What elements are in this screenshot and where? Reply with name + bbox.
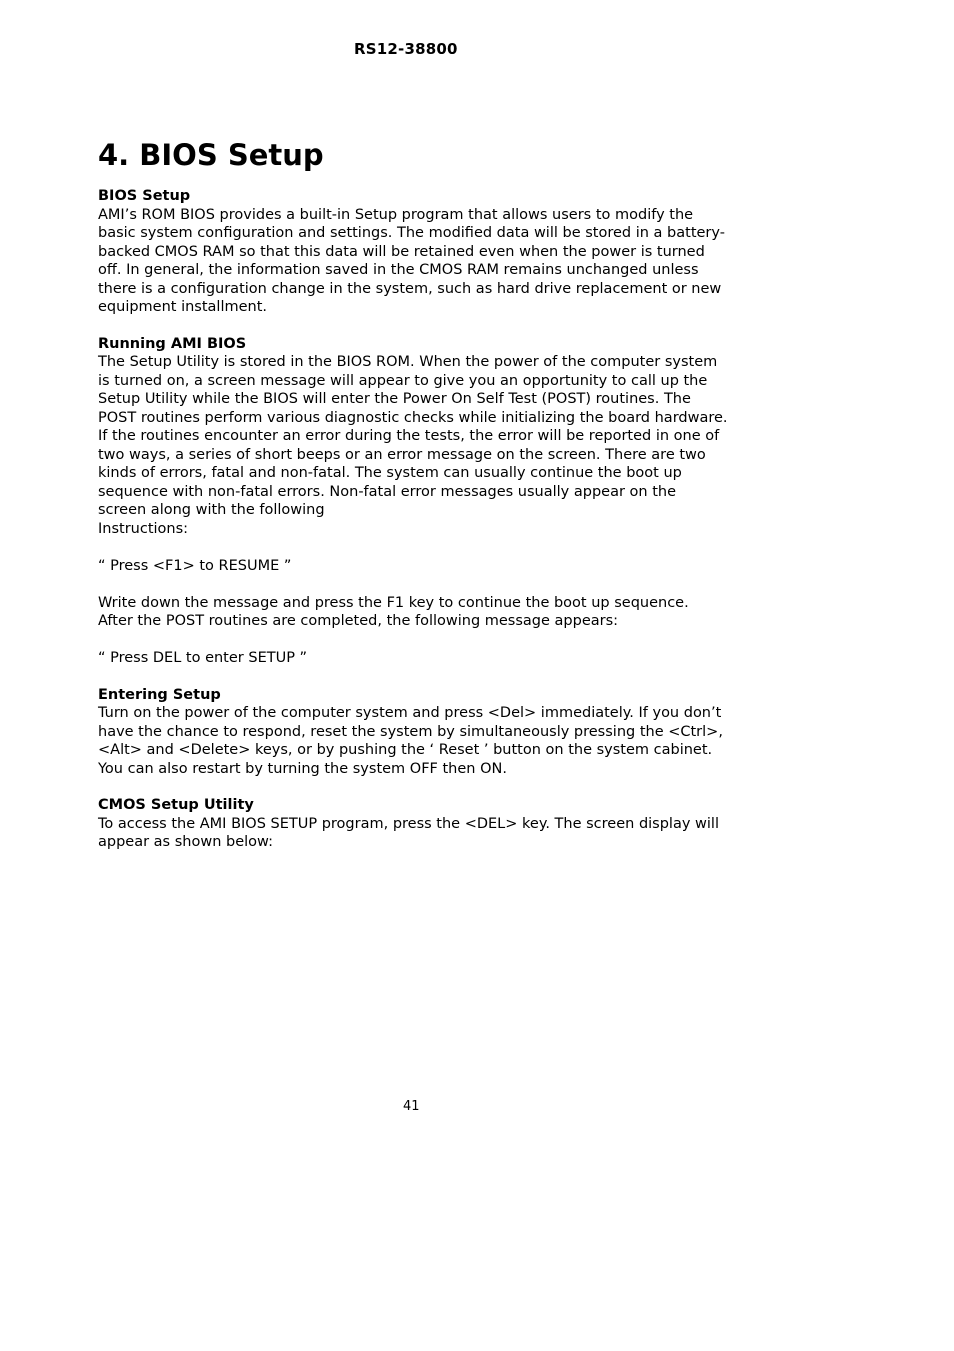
page-number: 41: [403, 1099, 420, 1114]
section-heading: CMOS Setup Utility: [98, 797, 254, 813]
quoted-message: “ Press <F1> to RESUME ”: [98, 557, 292, 574]
section-entering-setup: [98, 686, 728, 779]
spacer: [98, 538, 728, 557]
section-heading: Running AMI BIOS: [98, 335, 247, 352]
paragraph: To access the AMI BIOS SETUP program, press the <DEL> key. The screen display will appear as shown below:: [98, 815, 719, 850]
page-content: [98, 137, 728, 870]
section-cmos-setup-utility: [98, 796, 728, 852]
section-bios-setup: [98, 187, 728, 317]
quoted-message: “ Press DEL to enter SETUP ”: [98, 650, 308, 666]
document-header-model: RS12-38800: [354, 40, 458, 58]
section-heading: BIOS Setup: [98, 188, 191, 204]
paragraph: Turn on the power of the computer system and press <Del> immediately. If you don’t have the chance to respond, reset the system by simultaneously pressing the <Ctrl>, <Alt> and <Delete> keys, or by pushing the ‘ Reset ’ button on the system cabinet. You can also restart by turning the system OFF then ON.: [98, 705, 723, 777]
paragraph: Write down the message and press the F1 key to continue the boot up sequence. After the POST routines are completed, the following message appears:: [98, 594, 689, 629]
section-running-ami-bios: [98, 335, 728, 668]
paragraph: AMI’s ROM BIOS provides a built-in Setup program that allows users to modify the basic system configuration and settings. The modified data will be stored in a battery-backed CMOS RAM so that this data will be retained even when the power is turned off. In general, the information saved in the CMOS RAM remains unchanged unless there is a configuration change in the system, such as hard drive replacement or new equipment installment.: [98, 206, 725, 315]
section-heading: Entering Setup: [98, 686, 221, 703]
spacer: [98, 631, 728, 650]
spacer: [98, 575, 728, 594]
paragraph: Instructions:: [98, 520, 189, 537]
paragraph: The Setup Utility is stored in the BIOS ROM. When the power of the computer system is turned on, a screen message will appear to give you an opportunity to call up the Setup Utility while the BIOS will enter the Power On Self Test (POST) routines. The POST routines perform various diagnostic checks while initializing the board hardware. If the routines encounter an error during the tests, the error will be reported in one of two ways, a series of short beeps or an error message on the screen. There are two kinds of errors, fatal and non-fatal. The system can usually continue the boot up sequence with non-fatal errors. Non-fatal error messages usually appear on the screen along with the following: [98, 354, 728, 518]
chapter-title: 4. BIOS Setup: [98, 138, 324, 172]
